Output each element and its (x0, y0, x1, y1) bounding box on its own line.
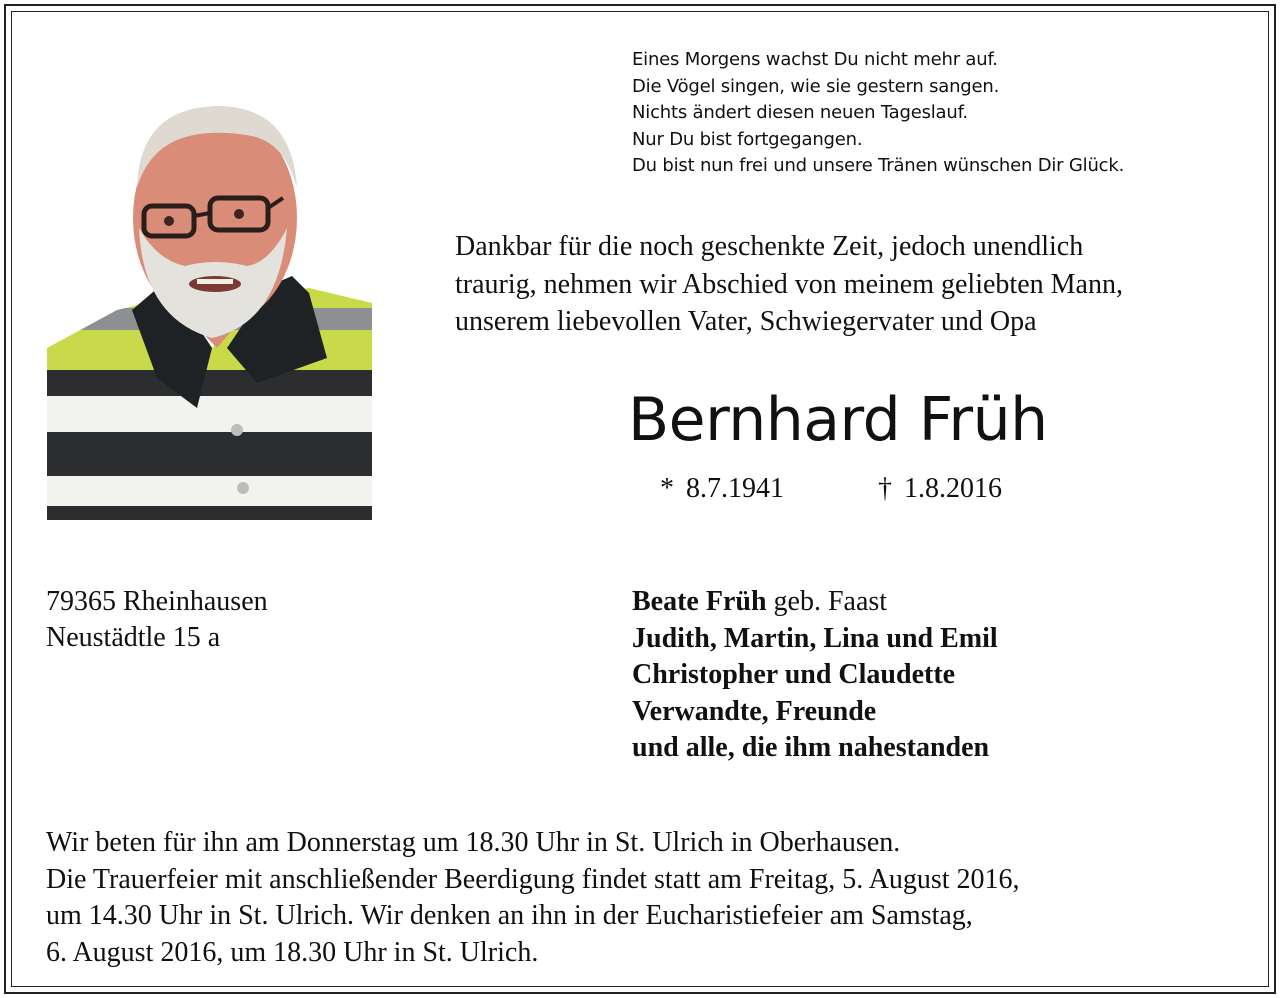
birth-star-icon: * (660, 473, 674, 504)
poem-line: Nichts ändert diesen neuen Tageslauf. (632, 102, 968, 123)
mourners-list (632, 584, 998, 767)
poem-line: Du bist nun frei und unsere Tränen wünschen Dir Glück. (632, 155, 1125, 176)
death-date (878, 472, 1002, 506)
poem-line: Die Vögel singen, wie sie gestern sangen. (632, 75, 1000, 97)
address-city: 79365 Rheinhausen (46, 586, 268, 617)
deceased-name: Bernhard Früh (628, 385, 1048, 455)
mourner-wife-name: Beate Früh (632, 586, 767, 617)
birth-date (660, 472, 784, 506)
mourner-line: Verwandte, Freunde (632, 695, 877, 727)
address (46, 584, 268, 656)
mourner-line: Judith, Martin, Lina und Emil (632, 622, 998, 654)
intro-text (455, 228, 1255, 341)
service-line: Wir beten für ihn am Donnerstag um 18.30 Uhr in St. Ulrich in Oberhausen. (46, 827, 901, 858)
mourner-line: und alle, die ihm nahestanden (632, 732, 990, 763)
birth-date-value: 8.7.1941 (686, 473, 784, 504)
death-cross-icon: † (878, 473, 892, 504)
poem-line: Nur Du bist fortgegangen. (632, 128, 863, 150)
service-line: Die Trauerfeier mit anschließender Beerdigung findet statt am Freitag, 5. August 2016, (46, 863, 1020, 895)
poem-line: Eines Morgens wachst Du nicht mehr auf. (632, 49, 998, 70)
mourner-wife-maiden: geb. Faast (766, 586, 888, 617)
mourner-line (632, 584, 998, 621)
service-line: 6. August 2016, um 18.30 Uhr in St. Ulrich. (46, 936, 539, 968)
portrait-photo (47, 48, 372, 520)
intro-line: unserem liebevollen Vater, Schwiegervater und Opa (455, 306, 1037, 337)
address-street: Neustädtle 15 a (46, 622, 221, 653)
intro-line: traurig, nehmen wir Abschied von meinem geliebten Mann, (455, 268, 1123, 300)
mourner-line: Christopher und Claudette (632, 659, 956, 690)
poem (632, 47, 1252, 180)
death-date-value: 1.8.2016 (904, 473, 1002, 504)
service-line: um 14.30 Uhr in St. Ulrich. Wir denken an ihn in der Eucharistiefeier am Samstag, (46, 900, 973, 931)
intro-line: Dankbar für die noch geschenkte Zeit, jedoch unendlich (455, 231, 1084, 262)
service-details (46, 825, 1246, 971)
